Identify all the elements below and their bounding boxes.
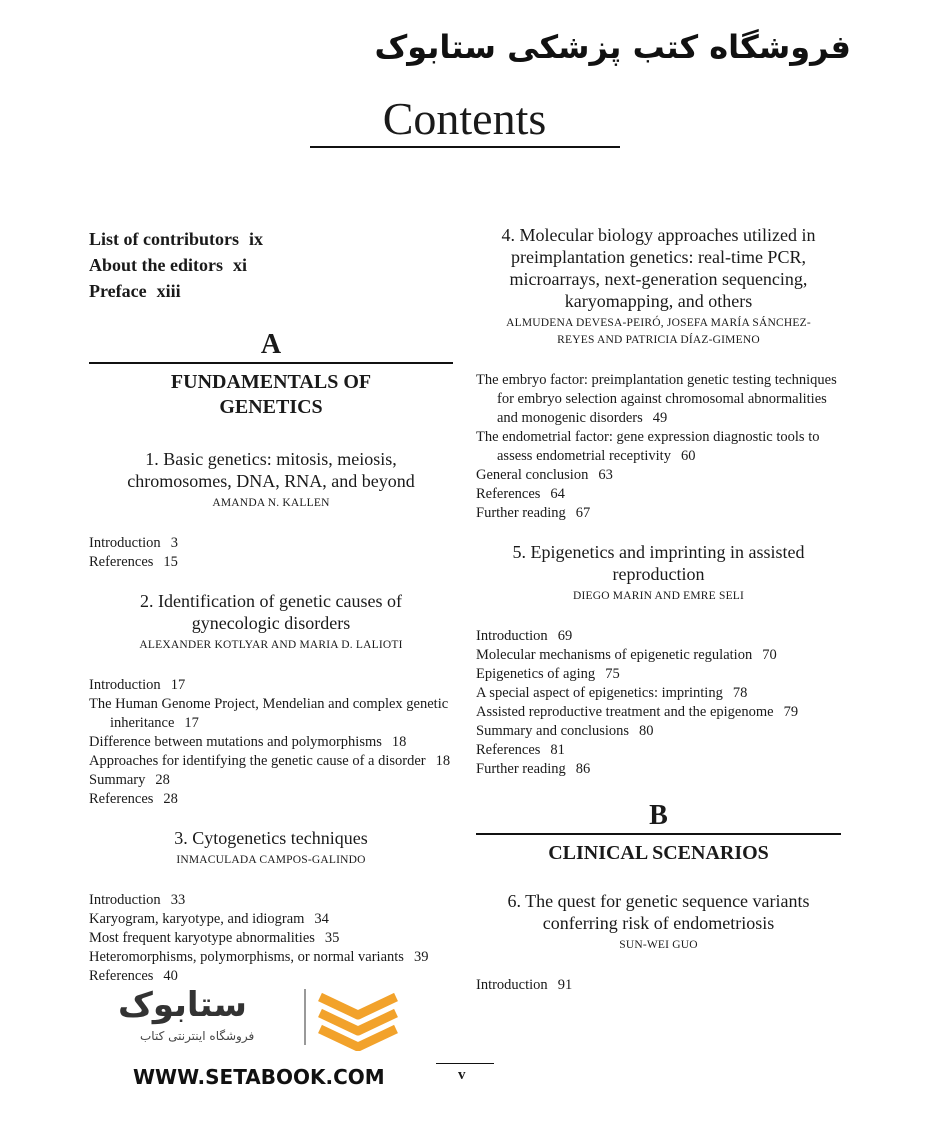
toc-entry[interactable]: Introduction 33 [89, 892, 186, 908]
toc-entry[interactable]: Epigenetics of aging 75 [476, 666, 620, 682]
toc-entry[interactable]: References 81 [476, 742, 565, 758]
toc-entry[interactable]: The embryo factor: preimplantation genetic testing techniques for embryo selection against chromosomal abnormalities and monogenic disorders 49 [476, 372, 837, 426]
page-title: Contents [382, 93, 547, 144]
logo-text: ستابوک [118, 985, 247, 1025]
toc-entry[interactable]: A special aspect of epigenetics: imprinting 78 [476, 685, 748, 701]
toc-entry[interactable]: Further reading 67 [476, 505, 591, 521]
front-item[interactable]: List of contributors ix [89, 229, 264, 249]
chapter-title[interactable]: 2. Identification of genetic causes of gynecologic disorders [140, 591, 402, 633]
chapter-title[interactable]: 3. Cytogenetics techniques [174, 828, 368, 848]
part-rule [89, 362, 453, 364]
toc-entry[interactable]: Most frequent karyotype abnormalities 35 [89, 930, 340, 946]
toc-entry[interactable]: References 64 [476, 486, 565, 502]
front-item[interactable]: Preface xiii [89, 281, 181, 301]
watermark-logo [118, 985, 408, 1045]
chapter-authors: INMACULADA CAMPOS-GALINDO [176, 854, 366, 866]
toc-entry[interactable]: Karyogram, karyotype, and idiogram 34 [89, 911, 329, 927]
chapter-authors: SUN-WEI GUO [619, 939, 698, 951]
right-column [476, 224, 841, 995]
site-url[interactable]: WWW.SETABOOK.COM [133, 1065, 385, 1089]
left-column [89, 226, 453, 986]
toc-entry[interactable]: Molecular mechanisms of epigenetic regulation 70 [476, 647, 777, 663]
toc-entry[interactable]: General conclusion 63 [476, 467, 613, 483]
toc-entry[interactable]: Introduction 17 [89, 677, 186, 693]
toc-entry[interactable]: Introduction 91 [476, 977, 573, 993]
part-title: FUNDAMENTALS OF GENETICS [170, 371, 372, 418]
logo-subtitle: فروشگاه اینترنتی کتاب [140, 1029, 255, 1043]
store-banner: فروشگاه کتب پزشکی ستابوک [374, 28, 851, 66]
part-rule [476, 833, 841, 835]
chapter-authors: AMANDA N. KALLEN [212, 497, 330, 509]
toc-entry[interactable]: Introduction 3 [89, 535, 178, 551]
toc-entry[interactable]: Assisted reproductive treatment and the epigenome 79 [476, 704, 799, 720]
chapter-title[interactable]: 5. Epigenetics and imprinting in assisted reproduction [512, 542, 805, 584]
chapter-authors: DIEGO MARIN AND EMRE SELI [572, 590, 745, 602]
chapter-title[interactable]: 4. Molecular biology approaches utilized in preimplantation genetics: real-time PCR, microarrays, next-generation sequencing, karyomapping, and others [501, 225, 816, 311]
toc-entry[interactable]: Summary 28 [89, 772, 170, 788]
title-rule [310, 146, 620, 148]
toc-entry[interactable]: Difference between mutations and polymorphisms 18 [89, 734, 407, 750]
part-letter: B [649, 800, 668, 831]
toc-entry[interactable]: Summary and conclusions 80 [476, 723, 654, 739]
toc-entry[interactable]: The Human Genome Project, Mendelian and complex genetic inheritance 17 [89, 696, 449, 731]
part-title: CLINICAL SCENARIOS [548, 842, 769, 864]
part-letter: A [260, 329, 282, 360]
toc-entry[interactable]: Introduction 69 [476, 628, 573, 644]
chapter-authors: ALMUDENA DEVESA-PEIRÓ, JOSEFA MARÍA SÁNCHEZ- REYES AND PATRICIA DÍAZ-GIMENO [506, 317, 811, 346]
logo-divider [304, 989, 306, 1045]
toc-entry[interactable]: The endometrial factor: gene expression diagnostic tools to assess endometrial receptivity 60 [476, 429, 820, 464]
chapter-title[interactable]: 1. Basic genetics: mitosis, meiosis, chromosomes, DNA, RNA, and beyond [127, 449, 415, 491]
book-stack-icon [316, 989, 400, 1051]
front-item[interactable]: About the editors xi [89, 255, 248, 275]
toc-entry[interactable]: Approaches for identifying the genetic cause of a disorder 18 [89, 753, 451, 769]
page-number: v [458, 1067, 466, 1083]
toc-entry[interactable]: References 15 [89, 554, 178, 570]
page-number-rule [436, 1063, 494, 1064]
toc-entry[interactable]: References 28 [89, 791, 178, 807]
chapter-title[interactable]: 6. The quest for genetic sequence variants conferring risk of endometriosis [507, 891, 810, 933]
toc-entry[interactable]: Heteromorphisms, polymorphisms, or normal variants 39 [89, 949, 429, 965]
toc-entry[interactable]: References 40 [89, 968, 178, 984]
toc-entry[interactable]: Further reading 86 [476, 761, 591, 777]
chapter-authors: ALEXANDER KOTLYAR AND MARIA D. LALIOTI [139, 639, 403, 651]
